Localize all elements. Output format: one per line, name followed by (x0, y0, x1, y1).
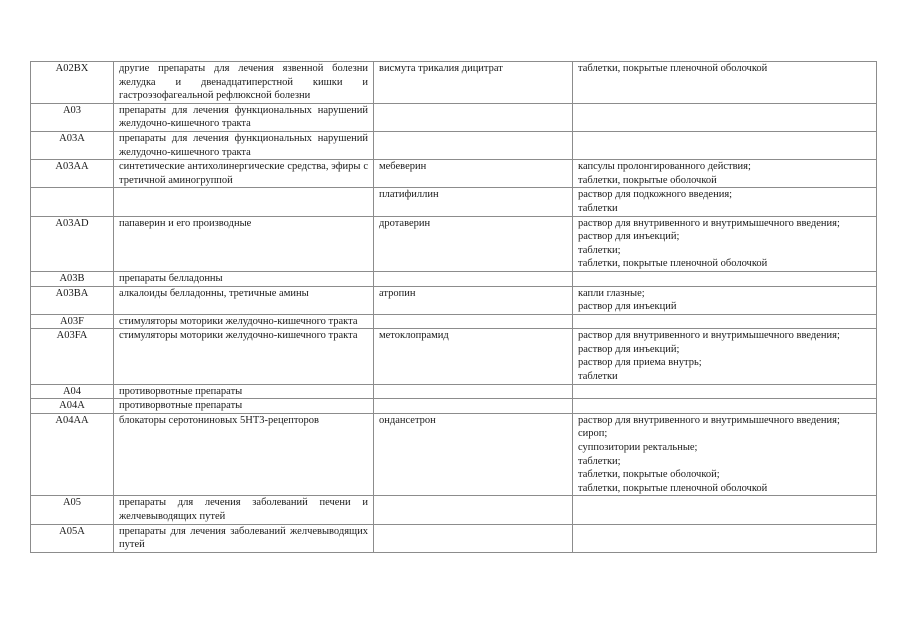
dosage-form-item: таблетки, покрытые пленочной оболочкой (578, 63, 768, 74)
atc-code-cell: A03FA (31, 329, 114, 384)
drug-name-cell: атропин (374, 286, 573, 314)
drug-name-cell: метоклопрамид (374, 329, 573, 384)
pharmacological-group-cell: противорвотные препараты (114, 399, 374, 414)
dosage-form-item: раствор для приема внутрь; (578, 357, 702, 369)
pharmacological-group-cell: стимуляторы моторики желудочно-кишечного тракта (114, 314, 374, 329)
table-row (31, 216, 877, 271)
table-row (31, 103, 877, 131)
dosage-forms-cell (573, 384, 877, 399)
drug-name-cell: мебеверин (374, 160, 573, 188)
dosage-form-item: капли глазные; (578, 287, 645, 299)
table-row (31, 384, 877, 399)
pharmacological-group-cell: препараты для лечения заболеваний желчевыводящих путей (114, 524, 374, 552)
atc-code-cell: A03AA (31, 160, 114, 188)
pharmacological-group-cell: синтетические антихолинергические средства, эфиры с третичной аминогруппой (114, 160, 374, 188)
dosage-form-item: суппозитории ректальные; (578, 442, 698, 454)
table-row (31, 62, 877, 104)
drug-name-cell (374, 384, 573, 399)
pharmacological-group-cell: папаверин и его производные (114, 216, 374, 271)
dosage-form-item: таблетки, покрытые оболочкой (578, 174, 717, 186)
atc-code-cell: A03 (31, 103, 114, 131)
atc-code-cell (31, 188, 114, 216)
pharmacological-group-cell: другие препараты для лечения язвенной болезни желудка и двенадцатиперстной кишки и гастроэзофагеальной рефлюксной болезни (114, 62, 374, 104)
pharmacological-group-cell: препараты белладонны (114, 271, 374, 286)
drug-name-cell (374, 271, 573, 286)
table-row (31, 131, 877, 159)
pharmacological-group-cell (114, 188, 374, 216)
dosage-form-item: таблетки, покрытые пленочной оболочкой (578, 258, 768, 270)
dosage-form-item: сироп; (578, 428, 608, 440)
dosage-forms-cell (573, 216, 877, 271)
atc-code-cell: A03F (31, 314, 114, 329)
table-row (31, 314, 877, 329)
table-row (31, 524, 877, 552)
dosage-forms-cell (573, 314, 877, 329)
drug-name-cell (374, 314, 573, 329)
drug-name-cell (374, 399, 573, 414)
dosage-forms-cell (573, 496, 877, 524)
pharmacological-group-cell: стимуляторы моторики желудочно-кишечного тракта (114, 329, 374, 384)
drug-classification-table (30, 61, 877, 553)
dosage-form-item: раствор для подкожного введения; (578, 189, 733, 201)
table-row (31, 413, 877, 496)
dosage-forms-cell (573, 271, 877, 286)
drug-name-cell (374, 103, 573, 131)
pharmacological-group-cell: противорвотные препараты (114, 384, 374, 399)
pharmacological-group-cell: алкалоиды белладонны, третичные амины (114, 286, 374, 314)
pharmacological-group-cell: блокаторы серотониновых 5HT3-рецепторов (114, 413, 374, 496)
atc-code-cell: A02BX (31, 62, 114, 104)
dosage-form-item: раствор для инъекций; (578, 231, 680, 243)
drug-name-cell (374, 496, 573, 524)
dosage-forms-cell (573, 103, 877, 131)
dosage-forms-cell (573, 329, 877, 384)
dosage-form-item: таблетки (578, 371, 618, 383)
table-row (31, 329, 877, 384)
table-row (31, 399, 877, 414)
dosage-forms-cell (573, 286, 877, 314)
atc-code-cell: A05A (31, 524, 114, 552)
atc-code-cell: A03B (31, 271, 114, 286)
dosage-form-item: раствор для инъекций (578, 301, 677, 313)
drug-name-cell: дротаверин (374, 216, 573, 271)
atc-code-cell: A03A (31, 131, 114, 159)
atc-code-cell: A03AD (31, 216, 114, 271)
dosage-form-item: таблетки, покрытые оболочкой; (578, 469, 720, 481)
table-row (31, 496, 877, 524)
dosage-form-item: таблетки (578, 202, 618, 214)
dosage-forms-cell (573, 160, 877, 188)
dosage-forms-cell (573, 399, 877, 414)
drug-name-cell: платифиллин (374, 188, 573, 216)
atc-code-cell: A05 (31, 496, 114, 524)
pharmacological-group-cell: препараты для лечения заболеваний печени и желчевыводящих путей (114, 496, 374, 524)
drug-name-cell (374, 131, 573, 159)
dosage-form-item: раствор для внутривенного и внутримышечного введения; (578, 414, 840, 426)
table-row (31, 271, 877, 286)
dosage-form-item: капсулы пролонгированного действия; (578, 161, 751, 173)
dosage-form-item: раствор для внутривенного и внутримышечного введения; (578, 217, 840, 229)
atc-code-cell: A03BA (31, 286, 114, 314)
drug-name-cell (374, 524, 573, 552)
drug-name-cell: висмута трикалия дицитрат (374, 62, 573, 104)
dosage-forms-cell (573, 62, 877, 104)
dosage-forms-cell (573, 188, 877, 216)
drug-name-cell: ондансетрон (374, 413, 573, 496)
atc-code-cell: A04AA (31, 413, 114, 496)
document-page (30, 61, 876, 553)
dosage-forms-cell (573, 413, 877, 496)
dosage-form-item: раствор для внутривенного и внутримышечного введения; (578, 330, 840, 342)
dosage-form-item: таблетки; (578, 244, 621, 256)
dosage-forms-cell (573, 131, 877, 159)
table-row (31, 160, 877, 188)
atc-code-cell: A04 (31, 384, 114, 399)
atc-code-cell: A04A (31, 399, 114, 414)
dosage-form-item: раствор для инъекций; (578, 343, 680, 355)
pharmacological-group-cell: препараты для лечения функциональных нарушений желудочно-кишечного тракта (114, 103, 374, 131)
table-row (31, 188, 877, 216)
dosage-form-item: таблетки; (578, 455, 621, 467)
pharmacological-group-cell: препараты для лечения функциональных нарушений желудочно-кишечного тракта (114, 131, 374, 159)
table-row (31, 286, 877, 314)
dosage-forms-cell (573, 524, 877, 552)
dosage-form-item: таблетки, покрытые пленочной оболочкой (578, 482, 768, 494)
